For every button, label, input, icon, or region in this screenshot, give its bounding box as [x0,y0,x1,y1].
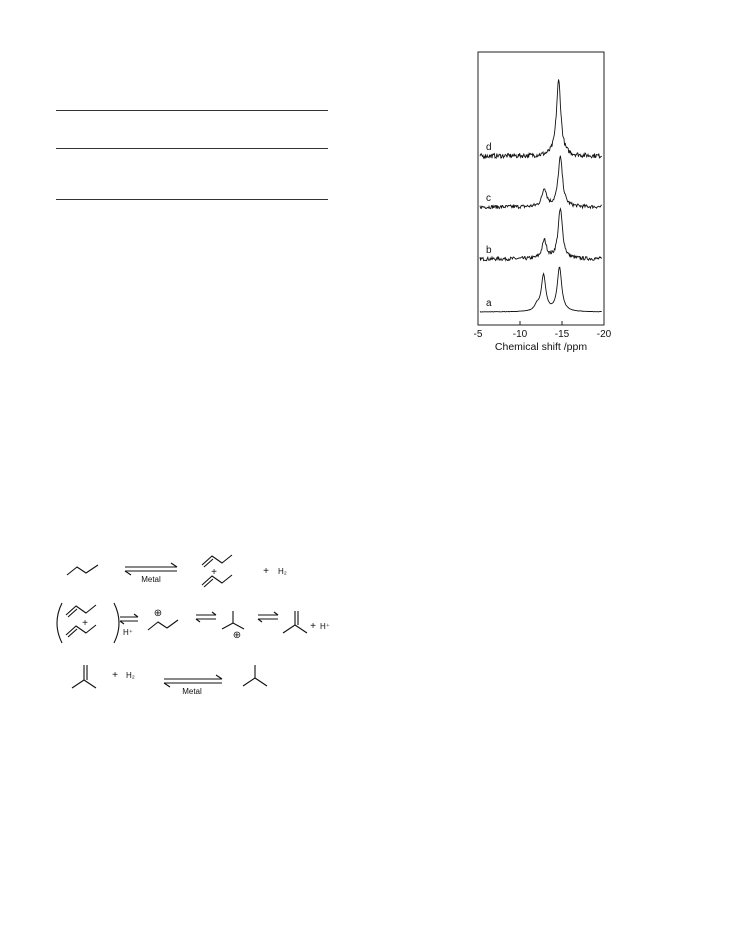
equilibrium-arrow-2 [196,612,216,622]
equilibrium-arrow-hplus-1 [120,614,138,624]
spectrum-trace-b [480,209,602,261]
spectrum-traces [480,80,602,313]
isobutene-structure-2 [72,665,96,688]
1-butene-double-bond [204,579,213,587]
butane-structure [67,565,98,575]
reaction-scheme [40,545,340,705]
2-butene-double-bond [204,559,213,567]
tert-butyl-cation-structure [222,611,244,629]
x-tick-label: -5 [473,329,483,340]
trace-label-b: b [486,245,492,256]
1-butene-structure [202,575,232,585]
table-bottom-rule [56,199,328,200]
h2-label-2: H₂ [126,671,135,680]
plus-sign-butenes: + [211,567,217,578]
x-tick-label: -20 [596,329,612,340]
oplus-tert-butyl: ⊕ [232,630,242,641]
bracket-butene-1 [66,605,96,615]
spectrum-trace-c [480,156,602,209]
plus-sign-hplus-row2: + [310,621,316,632]
isobutene-structure [283,611,307,633]
trace-label-d: d [486,142,492,153]
x-tick-label: -10 [512,329,528,340]
plus-sign-h2-row1: + [263,566,269,577]
spectrum-trace-a [480,267,602,312]
hplus-label-arrow: H⁺ [123,628,133,637]
isobutane-structure [243,665,267,686]
h2-label-1: H₂ [278,567,287,576]
bracket-butene-2-double [68,629,77,637]
metal-label-1: Metal [141,575,161,584]
left-parenthesis [57,603,62,643]
trace-labels [486,142,492,309]
bracket-butene-2 [66,625,96,635]
sec-butyl-cation-structure [148,620,178,630]
right-parenthesis [114,603,119,643]
equilibrium-arrow-metal-2 [164,675,222,687]
2-butene-structure [202,555,232,565]
oplus-sec-butyl: ⊕ [153,608,163,619]
table-top-rule [56,110,328,111]
spectrum-frame [478,52,604,325]
hplus-label-2: H⁺ [320,622,330,631]
x-tick-label: -15 [554,329,570,340]
x-axis-ticks [474,321,612,340]
metal-label-2: Metal [182,687,202,696]
trace-label-a: a [486,298,492,309]
plus-sign-row3: + [112,670,118,681]
equilibrium-arrow-metal-1 [125,563,177,575]
bracket-butene-1-double [68,609,77,617]
nmr-spectrum-figure [462,46,622,356]
trace-label-c: c [486,193,491,204]
spectrum-trace-d [480,80,602,159]
equilibrium-arrow-3 [258,612,278,622]
table-header-rule [56,148,328,149]
x-axis-label: Chemical shift /ppm [494,341,588,353]
plus-sign-bracket: + [82,618,88,629]
